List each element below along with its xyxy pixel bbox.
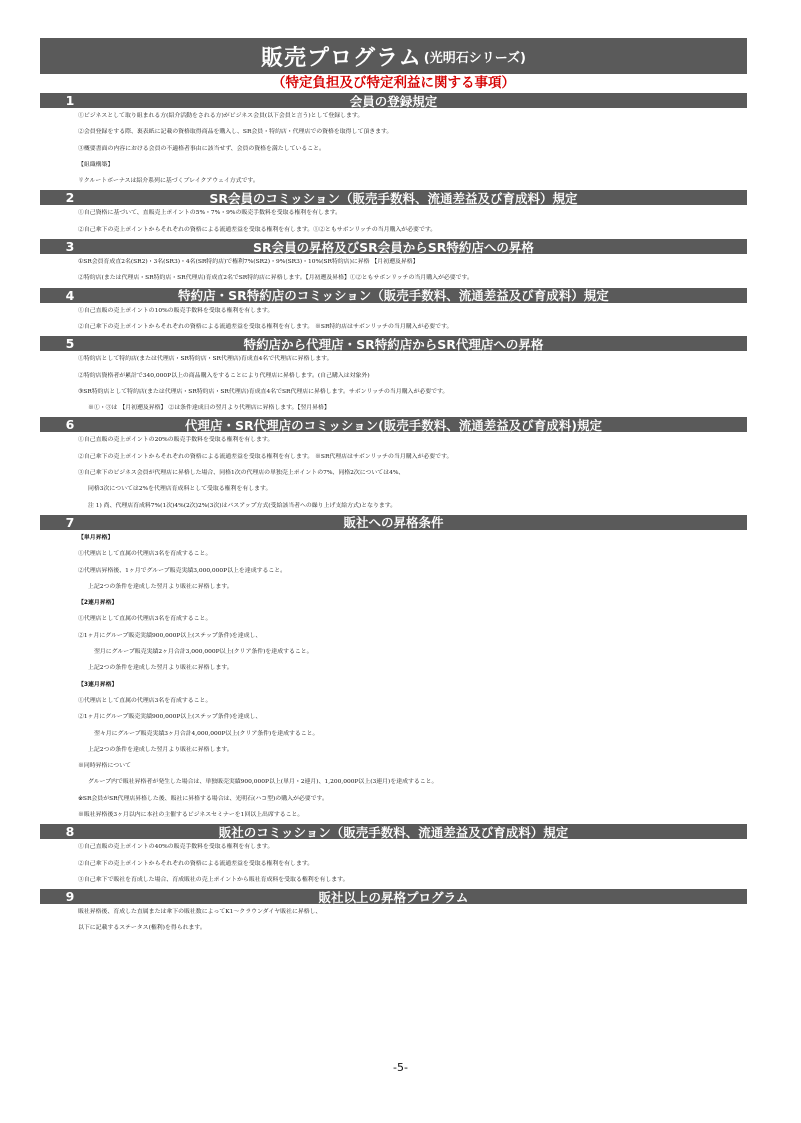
section-body (40, 432, 747, 513)
section-title: 販社への昇格条件 (343, 515, 444, 531)
text-line: ②自己傘下の売上ポイントからそれぞれの資格による流通差益を受取る権利を有します。①②ともサボンリッチの当月購入が必要です。 (78, 226, 437, 233)
section-number: 3 (65, 239, 75, 255)
section-header (40, 336, 747, 351)
section-number: 7 (65, 514, 75, 530)
section-header (40, 417, 747, 432)
text-line: ②特約店(または代理店・SR特約店・SR代理店)育成直2名でSR特約店に昇格します。【月初遡及昇格】①②ともサボンリッチの当月購入が必要です。 (78, 275, 473, 282)
text-line: ①特約店として特約店(または代理店・SR特約店・SR代理店)育成直4名で代理店に昇格します。 (78, 356, 333, 363)
text-line: ②自己傘下の売上ポイントからそれぞれの資格による流通差益を受取る権利を有します。 ※SR特約店はサボンリッチの当月購入が必要です。 (78, 323, 453, 330)
section-body (40, 303, 747, 336)
section-title: SR会員の昇格及びSR会員からSR特約店への昇格 (253, 239, 534, 255)
text-line: ②代理店昇格後、1ヶ月でグループ販売実績3,000,000P以上を達成すること。 (78, 567, 287, 574)
section-body (40, 254, 747, 287)
section-number: 1 (65, 93, 75, 108)
subsection-heading: 【2連月昇格】 (78, 600, 118, 607)
text-line: 同格3次については2%を代理店育成料として受取る権利を有します。 (88, 486, 272, 493)
section-number: 5 (65, 336, 75, 352)
section-header (40, 889, 747, 904)
text-line: ①代理店として直属の代理店3名を育成すること。 (78, 616, 212, 623)
section-header (40, 515, 747, 530)
section-header (40, 190, 747, 205)
text-line: ※SR会員がSR代理店昇格した後、販社に昇格する場合は、光明石(ハコ型)の購入が必要です。 (78, 795, 328, 802)
text-line: ①代理店として直属の代理店3名を育成すること。 (78, 697, 212, 704)
text-line: ※①・③は 【月初遡及昇格】 ②は条件達成日の翌月より代理店に昇格します。【翌月昇格】 (88, 405, 330, 412)
section-title: SR会員のコミッション（販売手数料、流通差益及び育成料）規定 (209, 190, 578, 206)
text-line: 上記2つの条件を達成した翌月より販社に昇格します。 (88, 583, 233, 590)
section-body (40, 205, 747, 238)
document-page (40, 38, 747, 937)
section-title: 特約店から代理店・SR特約店からSR代理店への昇格 (243, 336, 544, 352)
text-line: 翌々月にグループ販売実績3ヶ月合計4,000,000P以上(クリア条件)を達成すること。 (94, 730, 319, 737)
text-line: ①自己直販の売上ポイントの20%の販売手数料を受取る権利を有します。 (78, 437, 274, 444)
text-line: リクルートボーナスは紹介系列に基づくブレイクアウェイ方式です。 (78, 178, 259, 185)
text-line: ②1ヶ月にグループ販売実績900,000P以上(ステップ条件)を達成し、 (78, 632, 262, 639)
section-header (40, 93, 747, 108)
section-header (40, 824, 747, 839)
text-line: 【組織構築】 (78, 161, 114, 168)
section-body (40, 839, 747, 888)
text-line: 注 1) 尚、代理店育成料7%(1次)4%(2次)2%(3次)はパスアップ方式(受給該当者への繰り上げ支給方式)となります。 (88, 502, 397, 509)
subsection-heading: 【単月昇格】 (78, 534, 114, 541)
text-line: ①ビジネスとして取り組まれる方(紹介活動をされる方)がビジネス会員(以下会員と言う)として登録します。 (78, 113, 364, 119)
section-number: 2 (65, 190, 75, 206)
section-number: 6 (65, 417, 75, 433)
section-number: 9 (65, 889, 75, 905)
page-subtitle: （特定負担及び特定利益に関する事項） (272, 75, 515, 91)
text-line: ※販社昇格後3ヶ月以内に本社の主催するビジネスセミナーを1回以上出席すること。 (78, 811, 304, 818)
text-line: ②会員登録をする際、裏表紙に記載の資格取得商品を購入し、SR会員・特約店・代理店での資格を取得して頂きます。 (78, 129, 393, 136)
section-number: 4 (65, 287, 75, 303)
section-title: 会員の登録規定 (349, 93, 438, 109)
text-line: ①代理店として直属の代理店3名を育成すること。 (78, 551, 212, 558)
text-line: ③自己傘下で販社を育成した場合、育成販社の売上ポイントから販社育成料を受取る権利を有します。 (78, 876, 349, 883)
text-line: 上記2つの条件を達成した翌月より販社に昇格します。 (88, 746, 233, 753)
text-line: ①自己資格に基づいて、直販売上ポイントの5%・7%・9%の販売手数料を受取る権利を有します。 (78, 210, 342, 217)
section-body (40, 351, 747, 416)
sections-container (40, 93, 747, 937)
text-line: ①自己直販の売上ポイントの40%の販売手数料を受取る権利を有します。 (78, 844, 274, 851)
section-body (40, 904, 747, 937)
text-line: ①SR会員育成直2名(SR2)・3名(SR3)・4名(SR特約店)で権利7%(SR2)・9%(SR3)・10%(SR特約店)に昇格 【月初遡及昇格】 (78, 259, 419, 266)
section-header (40, 239, 747, 254)
section-body (40, 108, 747, 189)
section-header (40, 288, 747, 303)
text-line: グループ内で販社昇格者が発生した場合は、単独販売実績900,000P以上(単月・2連月)、1,200,000P以上(3連月)を達成すること。 (88, 779, 438, 786)
section-title: 販社のコミッション（販売手数料、流通差益及び育成料）規定 (218, 824, 569, 840)
text-line: 上記2つの条件を達成した翌月より販社に昇格します。 (88, 665, 233, 672)
page-title: 販売プログラム (260, 45, 422, 71)
subsection-heading: 【3連月昇格】 (78, 681, 118, 688)
text-line: 販社昇格後、育成した直属または傘下の販社数によってK1～クラウンダイヤ販社に昇格し、 (78, 909, 322, 916)
text-line: ②自己傘下の売上ポイントからそれぞれの資格による流通差益を受取る権利を有します。 ※SR代理店はサボンリッチの当月購入が必要です。 (78, 453, 453, 460)
section-number: 8 (65, 824, 75, 840)
section-title: 代理店・SR代理店のコミッション(販売手数料、流通差益及び育成料)規定 (184, 417, 603, 433)
text-line: ③概要書面の内容における会員の不適格者事由に該当せず、会員の資格を満たしていること。 (78, 145, 325, 152)
section-title: 販社以上の昇格プログラム (318, 889, 469, 905)
text-line: ②自己傘下の売上ポイントからそれぞれの資格による流通差益を受取る権利を有します。 (78, 860, 314, 867)
title-bar (40, 38, 747, 74)
section-body (40, 530, 747, 823)
text-line: ①自己直販の売上ポイントの10%の販売手数料を受取る権利を有します。 (78, 307, 274, 314)
text-line: 以下に記載するステータス(権利)を得られます。 (78, 925, 206, 932)
text-line: ③自己傘下のビジネス会員が代理店に昇格した場合、同格1次の代理店の単独売上ポイントの7%、同格2次については4%、 (78, 470, 405, 477)
text-line: ②特約店資格者が累計で340,000P以上の商品購入をすることにより代理店に昇格します。(自己購入は対象外) (78, 372, 370, 379)
text-line: ②1ヶ月にグループ販売実績900,000P以上(ステップ条件)を達成し、 (78, 714, 262, 721)
page-title-suffix: (光明石シリーズ) (423, 50, 526, 66)
page-number: -5- (393, 1061, 408, 1074)
text-line: ※同時昇格について (78, 763, 131, 770)
text-line: 翌月にグループ販売実績2ヶ月合計3,000,000P以上(クリア条件)を達成すること。 (94, 649, 313, 656)
section-title: 特約店・SR特約店のコミッション（販売手数料、流通差益及び育成料）規定 (178, 288, 609, 304)
text-line: ③SR特約店として特約店(または代理店・SR特約店・SR代理店)育成直4名でSR代理店に昇格します。サボンリッチの当月購入が必要です。 (78, 388, 449, 395)
